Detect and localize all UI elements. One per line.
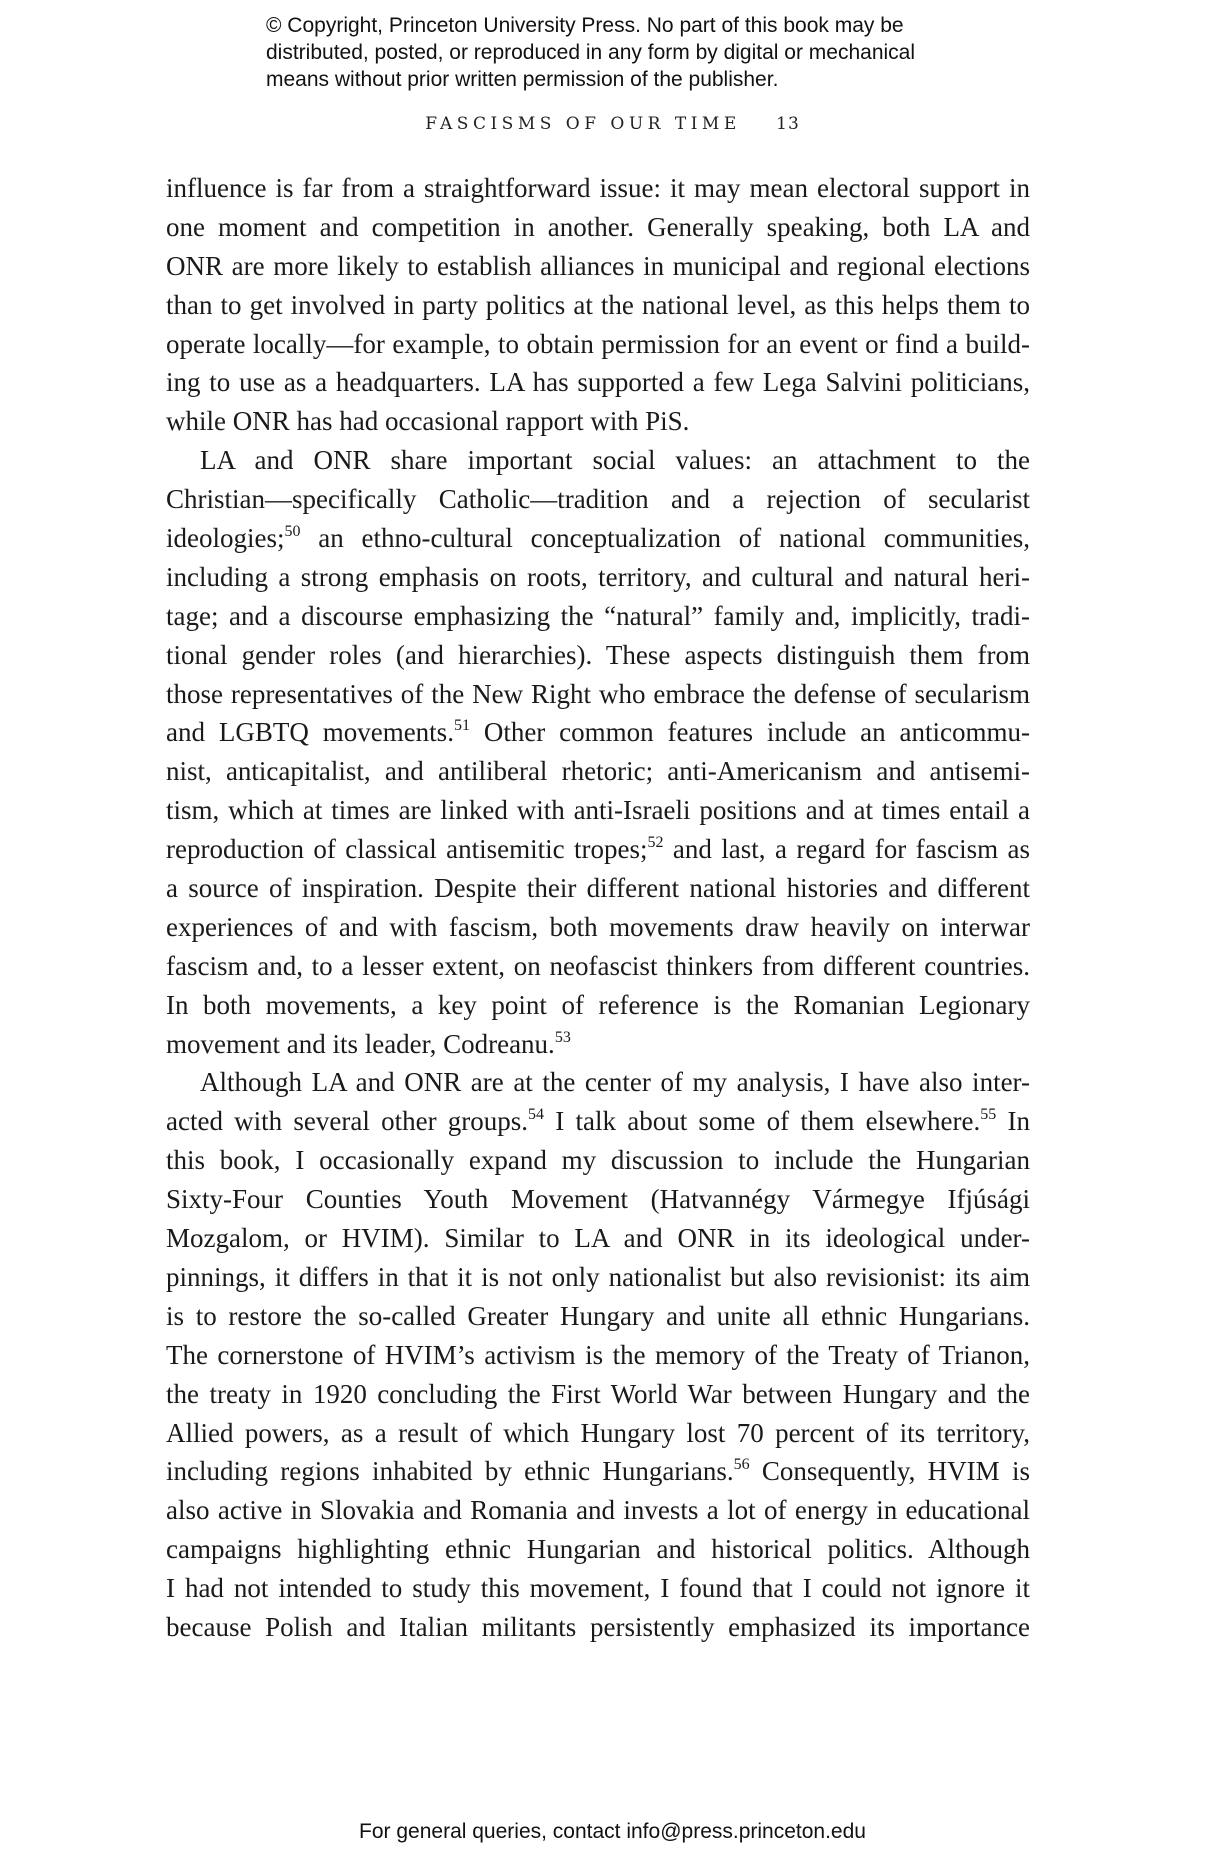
text-line-content: In both movements, a key point of reference is the Romanian Legionary xyxy=(166,989,1030,1020)
text-line-content: ideologies; xyxy=(166,523,285,554)
text-line-content: tional gender roles (and hierarchies). These aspects distinguish them from xyxy=(166,639,1030,670)
text-line xyxy=(166,247,1030,286)
text-line-content: is to restore the so-called Greater Hungary and unite all ethnic Hungarians. xyxy=(166,1300,1030,1331)
text-line-content: operate locally—for example, to obtain permission for an event or find a build- xyxy=(166,328,1030,359)
text-line xyxy=(166,1414,1030,1453)
footnote-marker: 51 xyxy=(453,717,470,735)
text-line xyxy=(166,1608,1030,1647)
text-line-content: LA and ONR share important social values: an attachment to the xyxy=(200,445,1030,476)
footnote-marker: 50 xyxy=(284,523,301,541)
text-line xyxy=(166,1219,1030,1258)
text-line-content: Mozgalom, or HVIM). Similar to LA and ONR in its ideological under- xyxy=(166,1223,1030,1254)
text-line-content: this book, I occasionally expand my discussion to include the Hungarian xyxy=(166,1145,1030,1176)
footnote-marker: 53 xyxy=(554,1028,571,1046)
text-line-content: Allied powers, as a result of which Hungary lost 70 percent of its territory, xyxy=(166,1417,1030,1448)
copyright-line-3: means without prior written permission of the publisher. xyxy=(266,68,779,91)
text-line-content: fascism and, to a lesser extent, on neofascist thinkers from different countries. xyxy=(166,950,1030,981)
text-line-content: campaigns highlighting ethnic Hungarian and historical politics. Although xyxy=(166,1534,1030,1565)
text-line-content: because Polish and Italian militants persistently emphasized its importance xyxy=(166,1611,1030,1642)
copyright-line-2: distributed, posted, or reproduced in any form by digital or mechanical xyxy=(266,41,916,64)
text-line-content: the treaty in 1920 concluding the First World War between Hungary and the xyxy=(166,1378,1030,1409)
text-line-continuation: and last, a regard for fascism as xyxy=(663,834,1030,865)
text-line-content: tism, which at times are linked with anti-Israeli positions and at times entail a xyxy=(166,795,1030,826)
text-line xyxy=(166,1375,1030,1414)
text-line xyxy=(166,286,1030,325)
text-line xyxy=(166,947,1030,986)
footnote-marker: 55 xyxy=(980,1106,997,1124)
text-line-content: influence is far from a straightforward issue: it may mean electoral support in xyxy=(166,173,1030,203)
footnote-marker: 56 xyxy=(733,1456,750,1474)
text-line xyxy=(166,169,1030,208)
text-line xyxy=(166,597,1030,636)
text-line-content: I had not intended to study this movement, I found that I could not ignore it xyxy=(166,1573,1030,1604)
text-line xyxy=(166,402,1030,441)
text-line xyxy=(166,1336,1030,1375)
text-line xyxy=(166,830,1030,869)
text-line-content: experiences of and with fascism, both movements draw heavily on interwar xyxy=(166,911,1030,942)
footnote-marker: 54 xyxy=(528,1106,545,1124)
running-head-title: FASCISMS OF OUR TIME xyxy=(425,114,741,134)
body-text xyxy=(166,169,1030,1647)
copyright-line-1: © Copyright, Princeton University Press. No part of this book may be xyxy=(266,14,904,37)
text-line-continuation: I talk about some of them elsewhere. xyxy=(544,1106,981,1137)
text-line xyxy=(166,752,1030,791)
text-line-content: Sixty-Four Counties Youth Movement (Hatvannégy Vármegye Ifjúsági xyxy=(166,1184,1030,1215)
text-line xyxy=(166,1297,1030,1336)
text-line xyxy=(166,1102,1030,1141)
text-line-content: including regions inhabited by ethnic Hungarians. xyxy=(166,1456,734,1487)
text-line-content: nist, anticapitalist, and antiliberal rhetoric; anti-Americanism and antisemi- xyxy=(166,756,1030,787)
text-line xyxy=(166,986,1030,1025)
page-number: 13 xyxy=(776,114,800,134)
footer-contact: For general queries, contact info@press.princeton.edu xyxy=(359,1820,866,1843)
text-line xyxy=(166,1063,1030,1102)
text-line-content: pinnings, it differs in that it is not only nationalist but also revisionist: its aim xyxy=(166,1261,1030,1292)
footnote-marker: 52 xyxy=(647,834,664,852)
text-line xyxy=(166,363,1030,402)
text-line-content: those representatives of the New Right who embrace the defense of secularism xyxy=(166,678,1030,709)
text-line xyxy=(166,208,1030,247)
text-line xyxy=(166,1180,1030,1219)
text-line-content: movement and its leader, Codreanu. xyxy=(166,1028,555,1059)
text-line xyxy=(166,480,1030,519)
text-line-content: including a strong emphasis on roots, territory, and cultural and natural heri- xyxy=(166,561,1030,592)
running-head xyxy=(0,114,1225,134)
copyright-notice xyxy=(266,12,1026,93)
text-line xyxy=(166,1258,1030,1297)
text-line-content: also active in Slovakia and Romania and invests a lot of energy in educational xyxy=(166,1495,1030,1526)
text-line xyxy=(166,1491,1030,1530)
text-line-content: Although LA and ONR are at the center of my analysis, I have also inter- xyxy=(200,1067,1030,1098)
text-line-content: Christian—specifically Catholic—tradition and a rejection of secularist xyxy=(166,484,1030,515)
text-line-continuation: Consequently, HVIM is xyxy=(749,1456,1030,1487)
text-line xyxy=(166,636,1030,675)
text-line xyxy=(166,1025,1030,1064)
text-line-content: ing to use as a headquarters. LA has supported a few Lega Salvini politicians, xyxy=(166,367,1030,398)
text-line xyxy=(166,1141,1030,1180)
text-line xyxy=(166,908,1030,947)
text-line-content: ONR are more likely to establish alliances in municipal and regional elections xyxy=(166,250,1030,281)
text-line xyxy=(166,325,1030,364)
text-line xyxy=(166,675,1030,714)
text-line xyxy=(166,1452,1030,1491)
text-line-content: reproduction of classical antisemitic tropes; xyxy=(166,834,648,865)
text-line xyxy=(166,791,1030,830)
text-line xyxy=(166,713,1030,752)
text-line xyxy=(166,869,1030,908)
text-line-content: acted with several other groups. xyxy=(166,1106,529,1137)
text-line-continuation: an ethno-cultural conceptualization of national communities, xyxy=(300,523,1030,554)
text-line-continuation: In xyxy=(996,1106,1030,1137)
text-line-content: one moment and competition in another. Generally speaking, both LA and xyxy=(166,211,1030,242)
text-line-content: while ONR has had occasional rapport with PiS. xyxy=(166,406,690,437)
text-line-content: tage; and a discourse emphasizing the “natural” family and, implicitly, tradi- xyxy=(166,600,1030,631)
text-line-continuation: Other common features include an anticommu- xyxy=(469,717,1030,748)
text-line xyxy=(166,1569,1030,1608)
text-line xyxy=(166,1530,1030,1569)
text-line-content: than to get involved in party politics at the national level, as this helps them to xyxy=(166,289,1030,320)
text-line-content: The cornerstone of HVIM’s activism is the memory of the Treaty of Trianon, xyxy=(166,1339,1030,1370)
text-line xyxy=(166,441,1030,480)
text-line-content: and LGBTQ movements. xyxy=(166,717,454,748)
text-line xyxy=(166,519,1030,558)
text-line-content: a source of inspiration. Despite their different national histories and different xyxy=(166,873,1030,904)
text-line xyxy=(166,558,1030,597)
